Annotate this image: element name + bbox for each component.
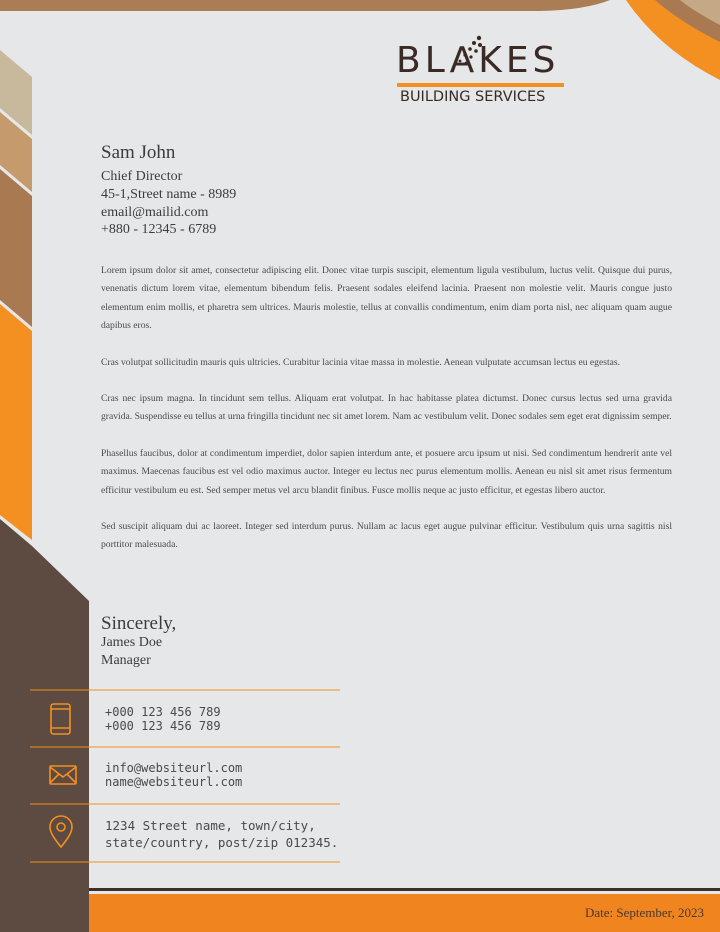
logo-wordmark: BLAKES	[396, 40, 560, 81]
signer-name: James Doe	[101, 635, 163, 650]
left-brown-block	[0, 519, 89, 932]
left-stripe-3	[0, 169, 32, 327]
contact-emails	[105, 761, 242, 789]
closing-salutation: Sincerely,	[101, 613, 177, 634]
contact-phone-1: +000 123 456 789	[105, 705, 221, 719]
logo-tagline: BUILDING SERVICES	[400, 89, 546, 105]
body-paragraph: Cras nec ipsum magna. In tincidunt sem tellus. Aliquam erat volutpat. In hac habitasse platea dictumst. Donec cursus lectus sed urna gravida gravida. Suspendisse eu tellus at urna fringilla tincidunt nec sit amet lorem. Nam ac vestibulum velit. Donec sodales sem eget erat dignissim semper.	[101, 393, 672, 423]
left-stripe-4	[0, 304, 32, 540]
top-accent-bar	[0, 0, 610, 11]
contact-email-1: info@websiteurl.com	[105, 761, 243, 775]
sender-title: Chief Director	[101, 169, 183, 184]
contact-address	[105, 817, 338, 851]
body-paragraph: Sed suscipit aliquam dui ac laoreet. Integer sed interdum purus. Nullam ac lacus eget augue pulvinar efficitur. Vestibulum quis urna sagittis nisl porttitor malesuada.	[101, 521, 672, 551]
footer-dark-line	[89, 888, 720, 891]
sender-phone: +880 - 12345 - 6789	[101, 222, 217, 237]
body-paragraph: Cras volutpat sollicitudin mauris quis ultricies. Curabitur lacinia vitae massa in molestie. Aenean vulputate accumsan lectus eu egestas.	[101, 356, 620, 368]
body-paragraph: Phasellus faucibus, dolor at condimentum imperdiet, dolor sapien interdum ante, et posuere arcu ipsum ut nisi. Sed condimentum hendrerit ante vel maximus. Maecenas faucibus est vel odio maximus auctor. Integer eu lectus nec purus elementum mollis. Aenean eu nisl sit amet risus fermentum efficitur vestibulum eu est. Sed semper metus vel arcu blandit finibus. Fusce mollis neque ac justo efficitur, et egestas libero auctor.	[101, 447, 672, 496]
signer-title: Manager	[101, 653, 151, 668]
letter-body	[101, 262, 672, 573]
sender-name: Sam John	[101, 142, 176, 163]
contact-address-1: 1234 Street name, town/city,	[105, 818, 316, 833]
sender-email: email@mailid.com	[101, 205, 209, 220]
contact-phone-2: +000 123 456 789	[105, 719, 221, 733]
logo-underline	[397, 83, 564, 87]
contact-email-2: name@websiteurl.com	[105, 775, 243, 789]
sender-address: 45-1,Street name - 8989	[101, 187, 237, 202]
footer-date: Date: September, 2023	[585, 905, 704, 920]
body-paragraph: Lorem ipsum dolor sit amet, consectetur adipiscing elit. Donec vitae turpis suscipit, elementum ligula vestibulum, luctus velit. Quisque dui purus, venenatis dictum lorem vitae, elementum bibendum felis. Praesent sodales eleifend lacinia. Praesent non molestie velit. Mauris congue justo elementum enim mollis, et pharetra sem ultrices. Mauris molestie, tellus at convallis condimentum, enim diam porta nisl, nec aliquam quam augue dapibus eros.	[101, 265, 672, 332]
contact-phones	[105, 705, 221, 733]
contact-address-2: state/country, post/zip 012345.	[105, 835, 339, 850]
